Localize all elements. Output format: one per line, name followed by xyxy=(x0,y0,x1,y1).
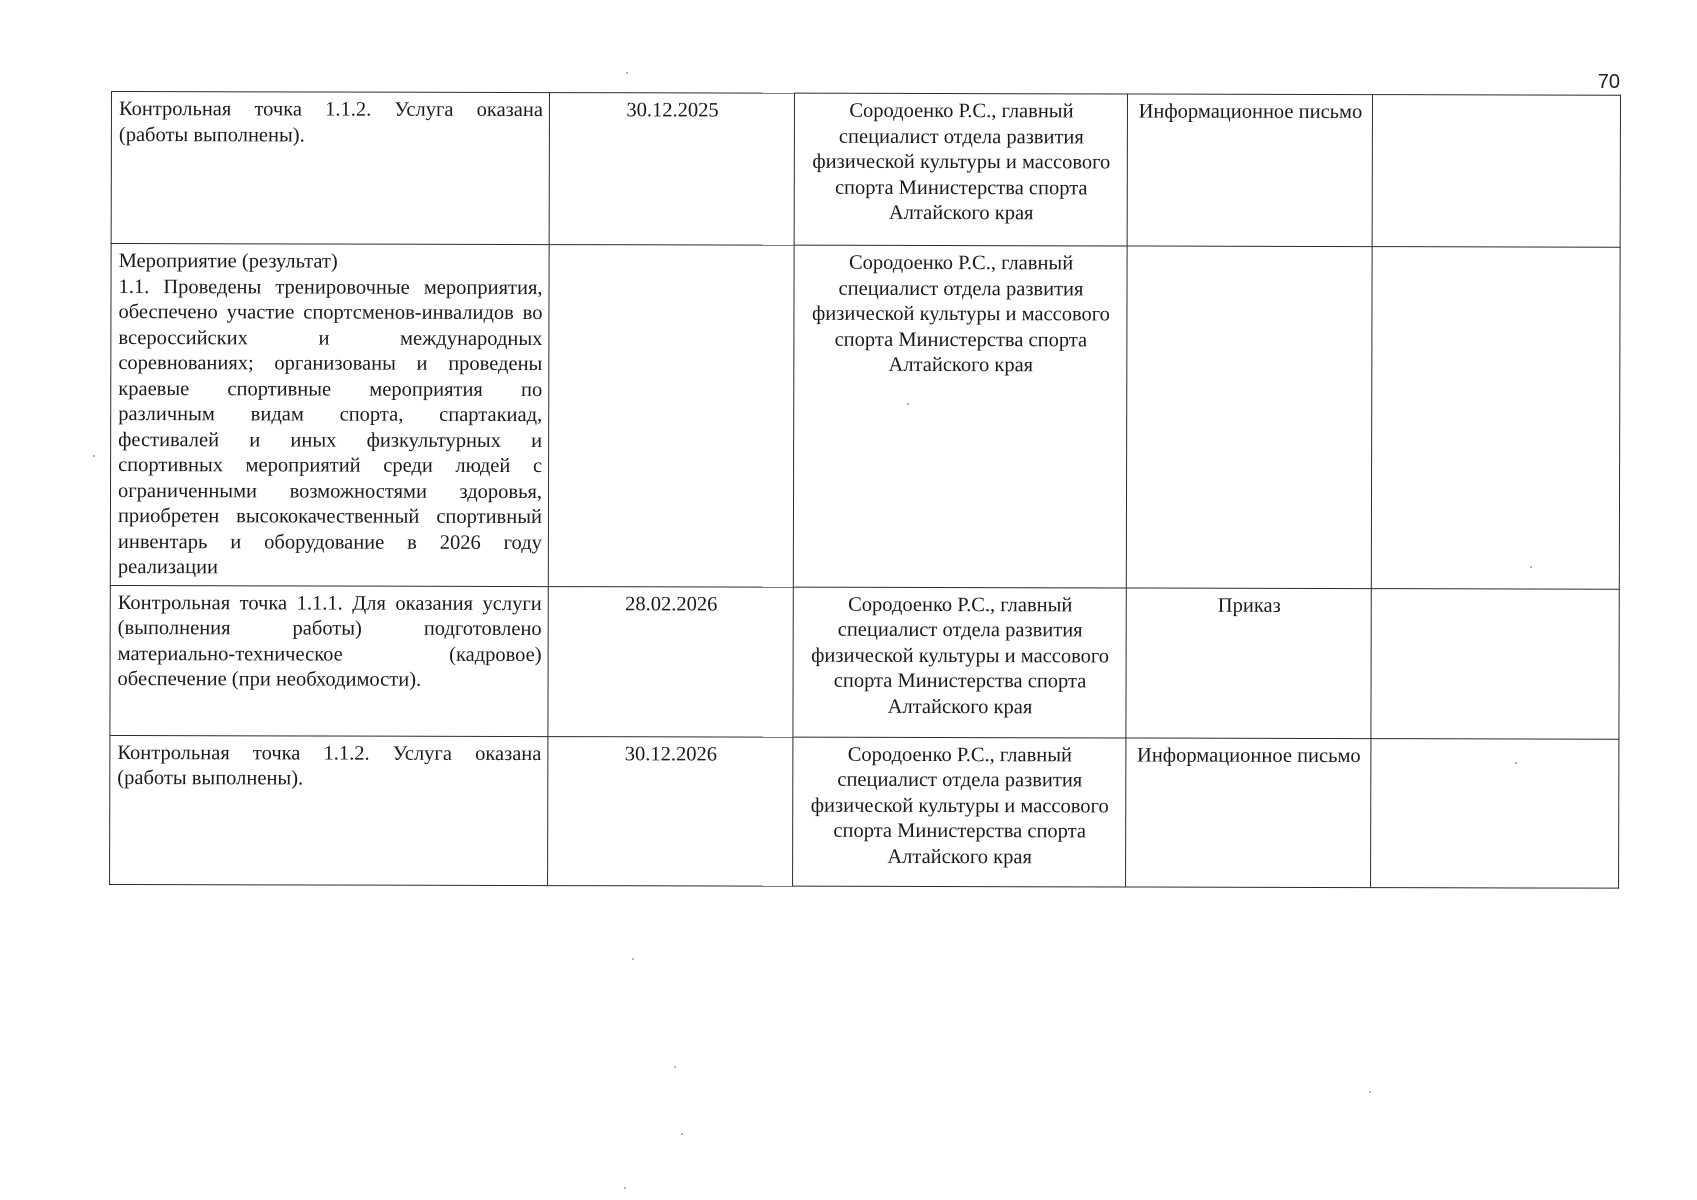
table-row xyxy=(111,92,1620,248)
document-cell: Информационное письмо xyxy=(1126,737,1371,887)
event-text: Контрольная точка 1.1.2. Услуга оказана (работы выполнены). xyxy=(118,98,543,146)
table-row xyxy=(110,244,1620,589)
date-cell: 28.02.2026 xyxy=(548,586,793,737)
table-row xyxy=(110,585,1619,739)
event-cell xyxy=(110,735,548,885)
note-cell xyxy=(1371,588,1619,739)
note-cell xyxy=(1371,738,1619,888)
plan-table xyxy=(109,91,1621,888)
table-row xyxy=(110,735,1619,888)
scan-speck xyxy=(1515,762,1517,764)
responsible-cell: Сородоенко Р.С., главный специалист отдела развития физической культуры и массового спорта Министерства спорта Алтайского края xyxy=(793,245,1127,587)
document-cell: Информационное письмо xyxy=(1127,94,1372,247)
event-text: Контрольная точка 1.1.2. Услуга оказана (работы выполнены). xyxy=(117,741,542,790)
scan-speck xyxy=(93,455,95,457)
event-heading: Мероприятие (результат) xyxy=(118,250,338,273)
note-cell xyxy=(1372,95,1620,248)
scan-speck xyxy=(632,958,634,960)
scan-speck xyxy=(624,1187,626,1189)
scan-speck xyxy=(626,72,628,74)
event-text: Контрольная точка 1.1.1. Для оказания услуги (выполнения работы) подготовлено материально-техническое (кадровое) обеспечение (при необходимости). xyxy=(117,591,542,691)
event-cell xyxy=(110,585,548,736)
page-number: 70 xyxy=(1597,71,1620,93)
document-cell: Приказ xyxy=(1126,587,1371,738)
date-cell xyxy=(548,245,794,587)
scan-speck xyxy=(1530,566,1532,568)
responsible-cell: Сородоенко Р.С., главный специалист отдела развития физической культуры и массового спорта Министерства спорта Алтайского края xyxy=(793,587,1126,738)
note-cell xyxy=(1371,247,1620,589)
responsible-cell: Сородоенко Р.С., главный специалист отдела развития физической культуры и массового спорта Министерства спорта Алтайского края xyxy=(794,93,1127,246)
scan-speck xyxy=(681,1133,683,1135)
event-cell xyxy=(111,92,549,245)
event-cell xyxy=(110,244,549,587)
responsible-cell: Сородоенко Р.С., главный специалист отдела развития физической культуры и массового спорта Министерства спорта Алтайского края xyxy=(793,737,1126,887)
date-cell: 30.12.2025 xyxy=(549,93,794,246)
scan-speck xyxy=(674,1066,676,1068)
event-text: 1.1. Проведены тренировочные мероприятия, обеспечено участие спортсменов-инвалидов во всероссийских и международных соревнованиях; организованы и проведены краевые спортивные мероприятия по различным видам спорта, спартакиад, фестивалей и иных физкультурных и спортивных мероприятий среди людей с ограниченными возможностями здоровья, приобретен высококачественный спортивный инвентарь и оборудование в 2026 году реализации xyxy=(117,275,543,579)
scan-speck xyxy=(907,403,909,405)
date-cell: 30.12.2026 xyxy=(548,736,793,886)
document-cell xyxy=(1126,246,1372,588)
scan-speck xyxy=(1369,1091,1371,1093)
